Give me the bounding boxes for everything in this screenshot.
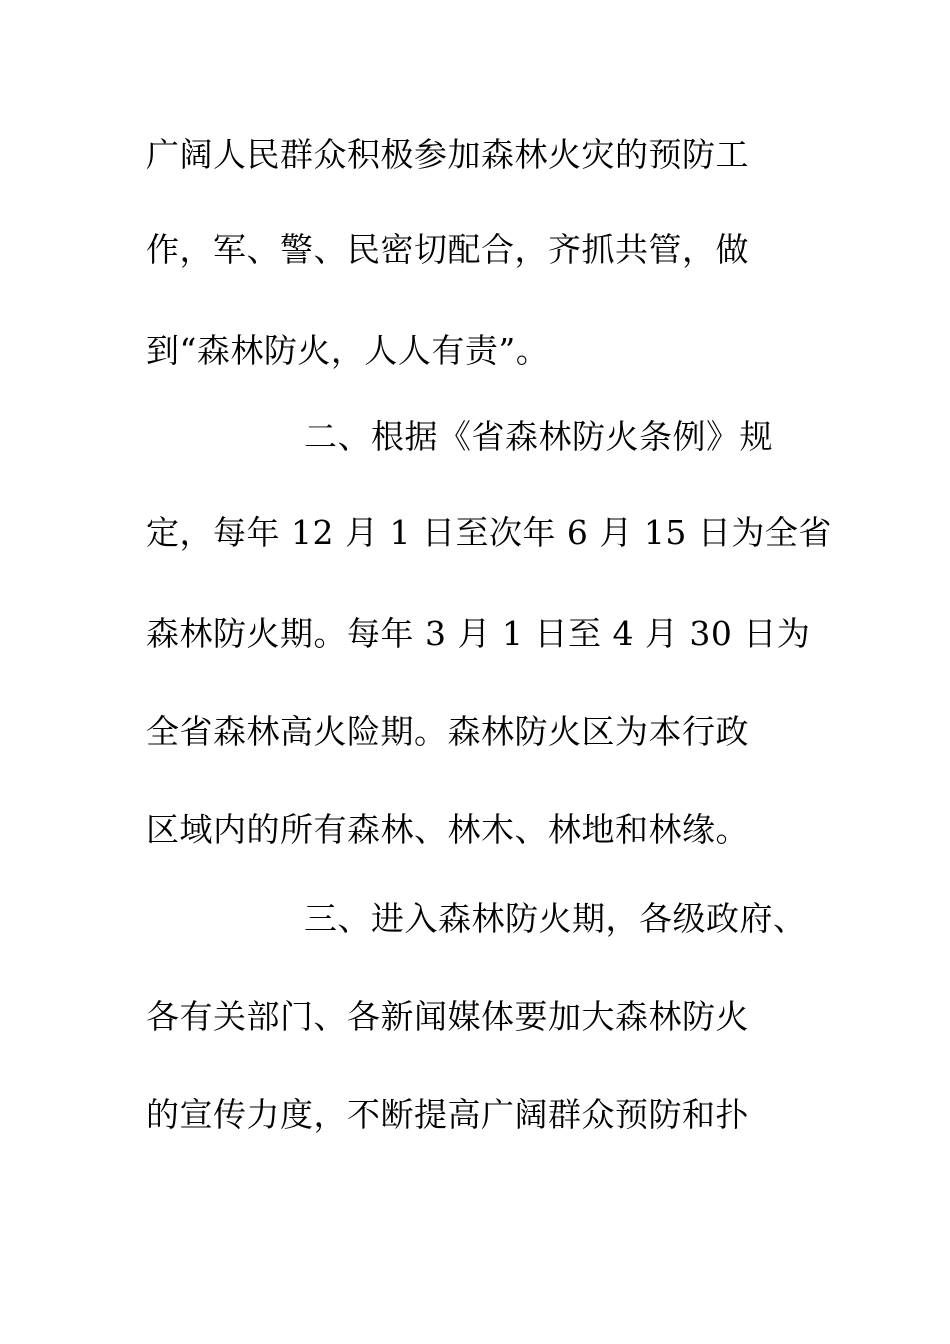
- paragraph-line: 广阔人民群众积极参加森林火灾的预防工: [146, 135, 749, 174]
- paragraph-line: 的宣传力度，不断提高广阔群众预防和扑: [146, 1095, 749, 1134]
- paragraph-line: 森林防火期。每年 3 月 1 日至 4 月 30 日为: [146, 614, 811, 653]
- paragraph-line: 区域内的所有森林、林木、林地和林缘。: [146, 810, 749, 849]
- section-heading-line: 三、进入森林防火期，各级政府、: [304, 899, 807, 938]
- paragraph-line: 各有关部门、各新闻媒体要加大森林防火: [146, 997, 749, 1036]
- section-heading-line: 二、根据《省森林防火条例》规: [304, 417, 773, 456]
- paragraph-line: 定，每年 12 月 1 日至次年 6 月 15 日为全省: [146, 513, 832, 552]
- paragraph-line: 作，军、警、民密切配合，齐抓共管，做: [146, 230, 749, 269]
- paragraph-line: 全省森林高火险期。森林防火区为本行政: [146, 712, 749, 751]
- paragraph-line: 到“森林防火，人人有责”。: [146, 331, 550, 370]
